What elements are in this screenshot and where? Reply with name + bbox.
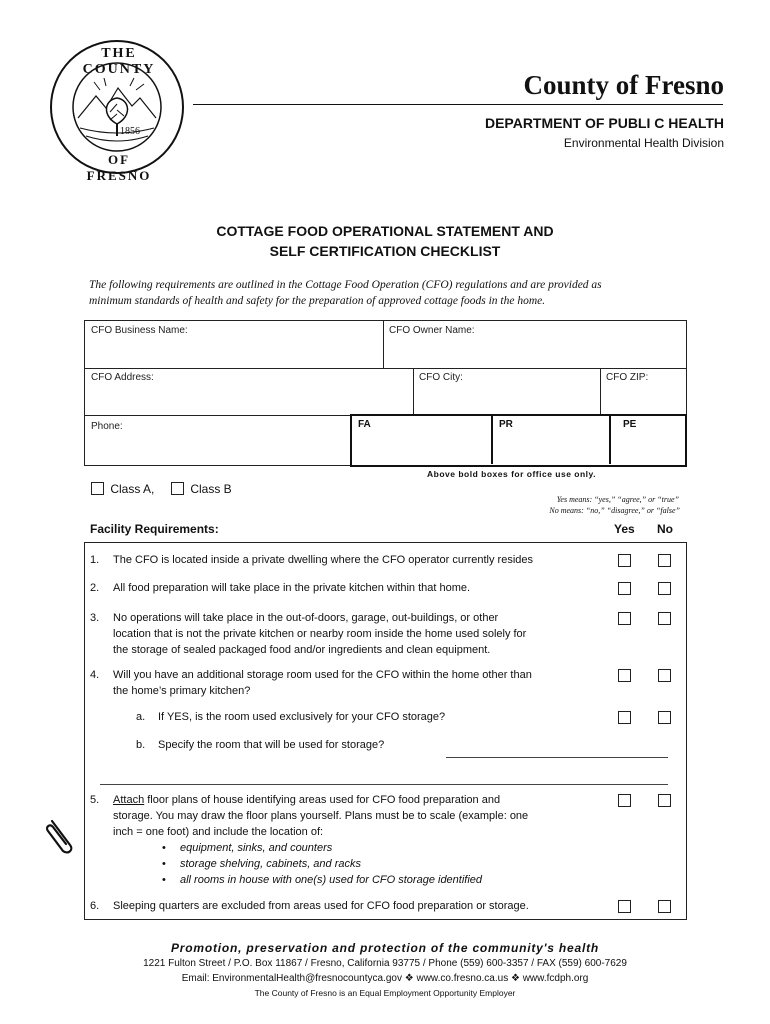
item-4-no-checkbox[interactable] [658,669,671,682]
no-column-header: No [657,522,673,536]
item-text: No operations will take place in the out-of-doors, garage, out-buildings, or other location that is not the private kitchen or nearby room inside the home used solely for the storage of sealed packaged food and/or ingredients and clean equipment. [113,612,527,656]
city-field[interactable]: CFO City: [419,372,463,383]
item-text: Will you have an additional storage room used for the CFO within the home other than the home’s primary kitchen? [113,669,532,697]
item-text: If YES, is the room used exclusively for your CFO storage? [158,711,446,723]
item-number: 2. [90,582,100,594]
phone-field[interactable]: Phone: [91,421,123,432]
item-5-no-checkbox[interactable] [658,794,671,807]
yes-means-legend: Yes means: “yes,” “agree,” or “true” [556,495,679,504]
checklist-item-1 [90,552,680,570]
item-1-no-checkbox[interactable] [658,554,671,567]
item-3-yes-checkbox[interactable] [618,612,631,625]
item-number: 1. [90,554,100,566]
class-b-label: Class B [190,481,232,496]
item-text: Attach floor plans of house identifying areas used for CFO food preparation and storage. You may draw the floor plans yourself. Plans must be to scale (example: one inch = one foot) and include the location of: • equipment, sinks, and counters • storage shelving, cabinets, and racks • all rooms in house with one(s) used for CFO storage identified [113,792,528,888]
form-title-line1: COTTAGE FOOD OPERATIONAL STATEMENT AND [216,223,554,239]
owner-name-field[interactable]: CFO Owner Name: [389,325,475,336]
seal-ring-top: THE COUNTY [82,46,156,77]
floor-plan-bullet: • storage shelving, cabinets, and racks [162,856,528,872]
item-4-yes-checkbox[interactable] [618,669,631,682]
item-1-yes-checkbox[interactable] [618,554,631,567]
zip-field[interactable]: CFO ZIP: [606,372,649,383]
intro-line2: minimum standards of health and safety for the preparation of approved cottage foods in the home. [89,295,546,307]
item-4a-yes-checkbox[interactable] [618,711,631,724]
facility-heading: Facility Requirements: [90,522,219,536]
item-6-no-checkbox[interactable] [658,900,671,913]
intro-line1: The following requirements are outlined in the Cottage Food Operation (CFO) regulations and are provided as [89,279,602,291]
seal-year: 1856 [120,126,140,137]
pe-box: PE [623,419,637,430]
storage-room-input-line-2[interactable] [100,784,668,785]
class-a-checkbox[interactable] [91,482,104,495]
footer-address: 1221 Fulton Street / P.O. Box 11867 / Fresno, California 93775 / Phone (559) 600-3357 / FAX (559) 600-7629 [143,958,627,969]
pr-box: PR [499,419,513,430]
fa-box: FA [358,419,371,430]
class-a-label: Class A, [110,481,155,496]
checklist-item-4a [90,709,680,727]
footer-contact: Email: EnvironmentalHealth@fresnocountyca.gov ❖ www.co.fresno.ca.us ❖ www.fcdph.org [181,973,589,984]
floor-plan-bullet: • equipment, sinks, and counters [162,840,528,856]
item-5-yes-checkbox[interactable] [618,794,631,807]
item-number: a. [136,711,146,723]
item-3-no-checkbox[interactable] [658,612,671,625]
checklist-item-3 [90,610,680,658]
class-b-option[interactable] [171,481,232,496]
county-name: County of Fresno [523,70,724,100]
checklist-item-5 [90,792,680,890]
header-rule [193,104,723,105]
item-2-no-checkbox[interactable] [658,582,671,595]
no-means-legend: No means: “no,” “disagree,” or “false” [549,506,680,515]
item-4a-no-checkbox[interactable] [658,711,671,724]
item-text: Specify the room that will be used for storage? [158,739,385,751]
storage-room-input-line[interactable] [446,757,668,758]
item-number: b. [136,739,146,751]
item-2-yes-checkbox[interactable] [618,582,631,595]
item-number: 4. [90,669,100,681]
department-name: DEPARTMENT OF PUBLI C HEALTH [484,115,724,131]
item-text: Sleeping quarters are excluded from areas used for CFO food preparation or storage. [113,900,529,912]
item-number: 6. [90,900,100,912]
floor-plan-bullet: • all rooms in house with one(s) used for CFO storage identified [162,872,528,888]
office-use-boxes [350,414,687,467]
address-field[interactable]: CFO Address: [91,372,154,383]
item-number: 3. [90,612,100,624]
office-use-note: Above bold boxes for office use only. [427,469,597,479]
item-text: The CFO is located inside a private dwelling where the CFO operator currently resides [113,554,534,566]
class-b-checkbox[interactable] [171,482,184,495]
item-number: 5. [90,794,100,806]
checklist-item-4 [90,667,680,699]
seal-ring-bottom: OF FRESNO [86,152,152,183]
attach-word: Attach [113,794,145,806]
paperclip-icon [42,815,78,857]
business-name-field[interactable]: CFO Business Name: [91,325,188,336]
item-6-yes-checkbox[interactable] [618,900,631,913]
footer-motto: Promotion, preservation and protection of the community's health [170,941,600,955]
form-title-line2: SELF CERTIFICATION CHECKLIST [269,243,501,259]
yes-column-header: Yes [614,522,635,536]
class-a-option[interactable] [91,481,154,496]
footer-eoe: The County of Fresno is an Equal Employment Opportunity Employer [254,988,516,998]
item-text: All food preparation will take place in the private kitchen within that home. [113,582,471,594]
division-name: Environmental Health Division [563,136,724,150]
checklist-item-6 [90,898,680,916]
county-seal [48,38,186,183]
checklist-item-2 [90,580,680,598]
